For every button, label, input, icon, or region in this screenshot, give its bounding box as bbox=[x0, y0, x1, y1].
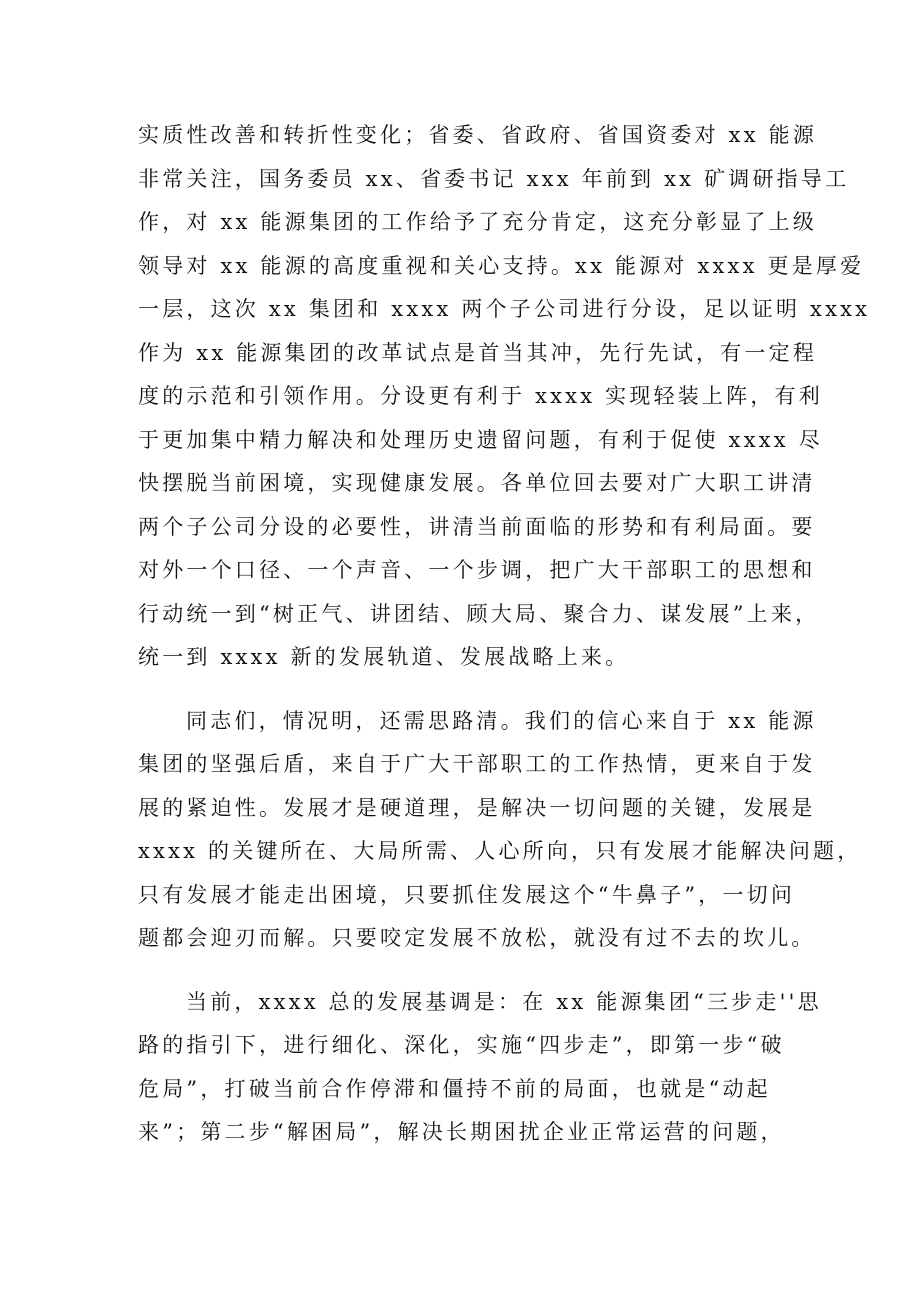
paragraph-line: 当前，xxxx 总的发展基调是：在 xx 能源集团“三步走''思 bbox=[186, 989, 822, 1014]
paragraph-line: 领导对 xx 能源的高度重视和关心支持。xx 能源对 xxxx 更是厚爱 bbox=[138, 253, 865, 278]
paragraph-line: 展的紧迫性。发展才是硬道理，是解决一切问题的关键，发展是 bbox=[138, 795, 816, 820]
paragraph-1 bbox=[138, 114, 871, 680]
paragraph-line: 集团的坚强后盾，来自于广大干部职工的工作热情，更来自于发 bbox=[138, 752, 816, 776]
paragraph-line: 来”；第二步“解困局”，解决长期困扰企业正常运营的问题， bbox=[138, 1120, 785, 1144]
paragraph-line: xxxx 的关键所在、大局所需、人心所向，只有发展才能解决问题， bbox=[138, 839, 862, 863]
paragraph-line: 题都会迎刃而解。只要咬定发展不放松，就没有过不去的坎儿。 bbox=[138, 926, 816, 950]
paragraph-line: 度的示范和引领作用。分设更有利于 xxxx 实现轻装上阵，有利 bbox=[138, 384, 823, 408]
paragraph-line: 统一到 xxxx 新的发展轨道、发展战略上来。 bbox=[138, 645, 630, 669]
paragraph-line: 快摆脱当前困境，实现健康发展。各单位回去要对广大职工讲清 bbox=[138, 471, 816, 495]
paragraph-line: 一层，这次 xx 集团和 xxxx 两个子公司进行分设，足以证明 xxxx bbox=[138, 297, 871, 321]
paragraph-line: 路的指引下，进行细化、深化，实施“四步走”，即第一步“破 bbox=[138, 1033, 785, 1057]
paragraph-line: 于更加集中精力解决和处理历史遗留问题，有利于促使 xxxx 尽 bbox=[138, 427, 823, 452]
paragraph-line: 行动统一到“树正气、讲团结、顾大局、聚合力、谋发展”上来， bbox=[138, 601, 820, 626]
paragraph-line: 只有发展才能走出困境，只要抓住发展这个“牛鼻子”，一切问 bbox=[138, 882, 796, 907]
paragraph-line: 实质性改善和转折性变化；省委、省政府、省国资委对 xx 能源 bbox=[138, 123, 818, 147]
paragraph-line: 非常关注，国务委员 xx、省委书记 xxx 年前到 xx 矿调研指导工 bbox=[138, 166, 850, 191]
paragraph-line: 危局”，打破当前合作停滞和僵持不前的局面，也就是“动起 bbox=[138, 1076, 771, 1101]
document-body bbox=[138, 114, 871, 1175]
paragraph-3 bbox=[138, 981, 822, 1155]
paragraph-line: 同志们，情况明，还需思路清。我们的信心来自于 xx 能源 bbox=[186, 708, 817, 733]
paragraph-line: 作，对 xx 能源集团的工作给予了充分肯定，这充分彰显了上级 bbox=[138, 210, 818, 234]
paragraph-line: 对外一个口径、一个声音、一个步调，把广大干部职工的思想和 bbox=[138, 558, 816, 582]
paragraph-2 bbox=[138, 700, 862, 961]
paragraph-line: 两个子公司分设的必要性，讲清当前面临的形势和有利局面。要 bbox=[138, 514, 816, 539]
paragraph-line: 作为 xx 能源集团的改革试点是首当其冲，先行先试，有一定程 bbox=[138, 340, 818, 365]
